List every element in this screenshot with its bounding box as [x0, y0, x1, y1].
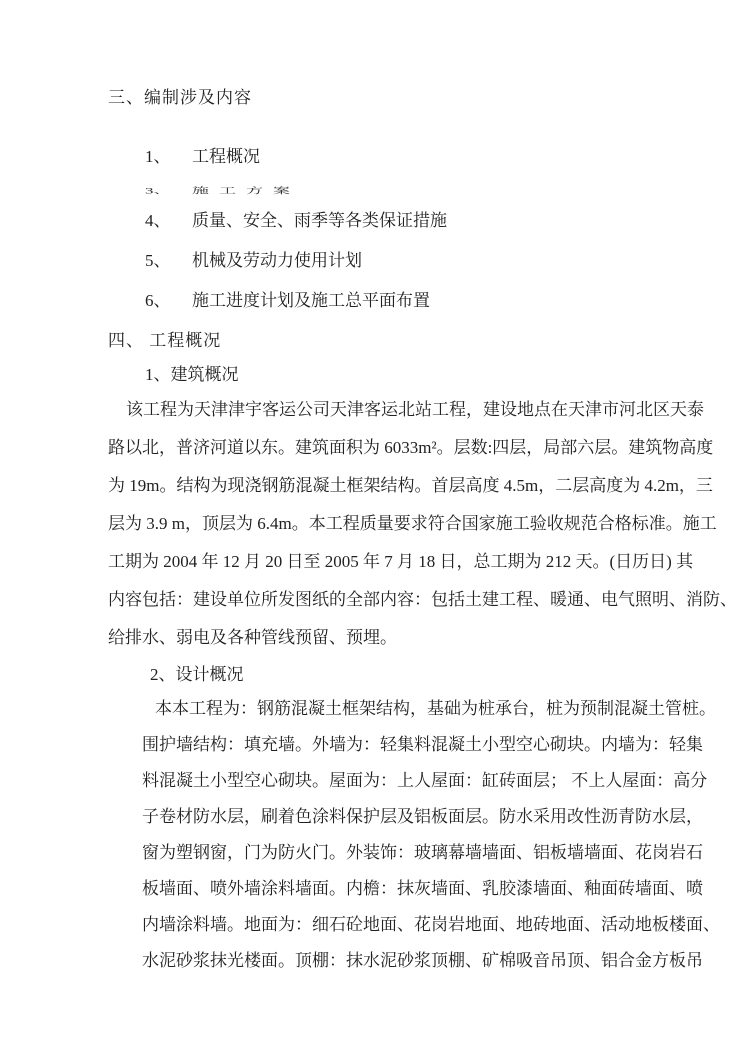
toc-item-squished-content: [145, 185, 660, 197]
toc-item-number: 3、: [145, 186, 171, 196]
paragraph-line: 内墙涂料墙。地面为：细石砼地面、花岗岩地面、地砖地面、活动地板楼面、: [142, 915, 720, 934]
toc-item-label: 工程概况: [192, 147, 260, 166]
paragraph-line: 水泥砂浆抹光楼面。顶棚：抹水泥砂浆顶棚、矿棉吸音吊顶、铝合金方板吊: [142, 951, 703, 970]
paragraph-line: 给排水、弱电及各种管线预留、预埋。: [108, 628, 397, 647]
toc-item-number: 5、: [145, 251, 171, 270]
toc-item-number: 4、: [145, 211, 171, 230]
paragraph-line: 工期为 2004 年 12 月 20 日至 2005 年 7 月 18 日，总工期为 212 天。(日历日) 其: [108, 552, 694, 571]
toc-section-heading: 三、编制涉及内容: [108, 88, 252, 107]
paragraph-line: 内容包括：建设单位所发图纸的全部内容：包括土建工程、暖通、电气照明、消防、: [108, 590, 737, 609]
building-overview-paragraph: [108, 391, 737, 657]
paragraph-line: 该工程为天津津宇客运公司天津客运北站工程，建设地点在天津市河北区天泰: [126, 400, 704, 419]
design-overview-heading: 2、设计概况: [150, 665, 244, 684]
toc-list: [145, 145, 660, 313]
overview-section-heading: 四、 工程概况: [108, 331, 222, 350]
paragraph-line: 层为 3.9 m，顶层为 6.4m。本工程质量要求符合国家施工验收规范合格标准。施工: [108, 514, 717, 533]
paragraph-line: 为 19m。结构为现浇钢筋混凝土框架结构。首层高度 4.5m，二层高度为 4.2m，三: [108, 476, 713, 495]
paragraph-line: 本本工程为：钢筋混凝土框架结构，基础为桩承台，桩为预制混凝土管桩。: [155, 699, 716, 718]
toc-item-6: [145, 289, 660, 313]
toc-item-1: [145, 145, 660, 169]
document-body: [108, 86, 737, 979]
paragraph-line: 路以北，普济河道以东。建筑面积为 6033m²。层数:四层，局部六层。建筑物高度: [108, 438, 714, 457]
paragraph-line: 板墙面、喷外墙涂料墙面。内檐：抹灰墙面、乳胶漆墙面、釉面砖墙面、喷: [142, 879, 703, 898]
toc-item-3-squished: [145, 185, 660, 200]
toc-item-label: 施工方案: [192, 186, 300, 196]
paragraph-line: 围护墙结构：填充墙。外墙为：轻集料混凝土小型空心砌块。内墙为：轻集: [142, 735, 703, 754]
paragraph-line: 子卷材防水层，刷着色涂料保护层及铝板面层。防水采用改性沥青防水层，: [142, 807, 703, 826]
toc-item-5: [145, 249, 660, 273]
paragraph-line: 窗为塑钢窗，门为防火门。外装饰：玻璃幕墙墙面、铝板墙墙面、花岗岩石: [142, 843, 703, 862]
toc-item-label: 施工进度计划及施工总平面布置: [192, 291, 430, 310]
toc-item-number: 6、: [145, 291, 171, 310]
toc-item-label: 质量、安全、雨季等各类保证措施: [192, 211, 447, 230]
toc-item-label: 机械及劳动力使用计划: [192, 251, 362, 270]
design-overview-paragraph: [142, 691, 720, 979]
paragraph-line: 料混凝土小型空心砌块。屋面为：上人屋面：缸砖面层； 不上人屋面：高分: [142, 771, 708, 790]
building-overview-heading: 1、建筑概况: [145, 365, 239, 384]
toc-item-number: 1、: [145, 147, 171, 166]
toc-item-4: [145, 209, 660, 233]
